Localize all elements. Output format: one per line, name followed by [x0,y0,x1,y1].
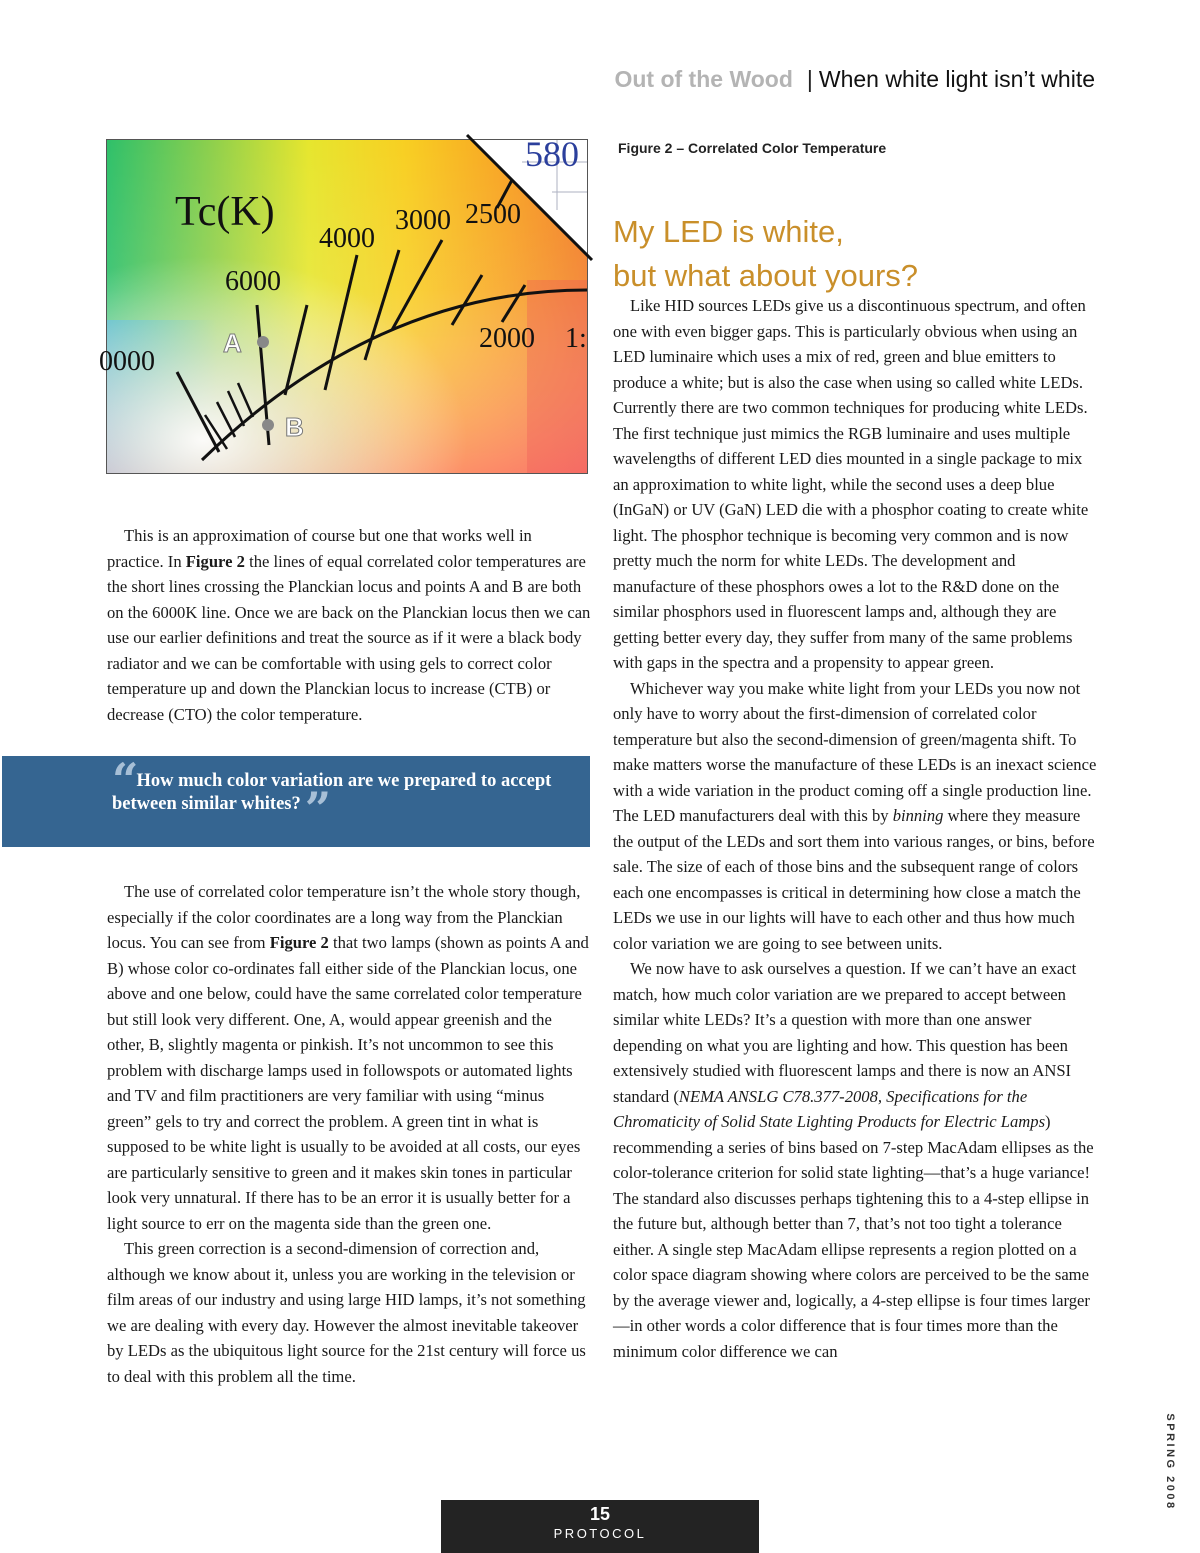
cct-figure [99,134,588,474]
text-run: This green correction is a second-dimension of correction and, although we know about it, unless you are working in the television or film areas of our industry and using large HID lamps, it’s not something we are dealing with every day. However the almost inevitable takeover by LEDs as the ubiquitous light source for the 21st century will force us to deal with this problem all the time. [107,1239,586,1386]
page-footer [441,1500,759,1553]
text-run: The use of correlated color temperature isn’t the whole story though, especially if the color coordinates are a long way from the Planckian locus. You can see from [107,882,581,952]
figure-caption: Figure 2 – Correlated Color Temperature [618,140,887,156]
text-run: We now have to ask ourselves a question. If we can’t have an exact match, how much color variation are we prepared to accept between similar white LEDs? It’s a question with more than one answer depending on what you are lighting and how. This question has been extensively studied with fluorescent lamps and there is now an ANSI standard ( [613,959,1077,1106]
text-run: where they measure the output of the LEDs and sort them into various ranges, or bins, before sale. The size of each of those bins and the subsequent range of colors each one encompasses is critical in determining how close a match the LEDs we use in our lights will have to each other and thus how much color variation we are going to see between units. [613,806,1095,953]
point-a-label: A [223,328,242,358]
article-headline [613,210,918,298]
emphasis-text: binning [892,806,944,825]
text-run: the lines of equal correlated color temperatures are the short lines crossing the Planckian locus and points A and B are both on the 6000K line. Once we are back on the Planckian locus then we can use our earlier definitions and treat the source as if it were a black body radiator and we can be comfortable with using gels to correct color temperature up and down the Planckian locus to increase (CTB) or decrease (CTO) the color temperature. [107,551,591,724]
paragraph [107,879,591,1236]
text-run: Whichever way you make white light from your LEDs you now not only have to worry about the first-dimension of correlated color temperature but also the second-dimension of green/magenta shift. To make matters worse the manufacture of these LEDs is an inexact science with a wide variation in the product coming off a single production line. The LED manufacturers deal with this by [613,678,1097,825]
headline-line-2: but what about yours? [613,258,919,293]
section-name: Out of the Wood [614,66,793,92]
figure-reference: Figure 2 [185,551,245,571]
close-quote-icon: ” [304,782,326,836]
magazine-name: PROTOCOL [553,1526,647,1541]
issue-season: SPRING 2008 [1164,1413,1176,1511]
text-run: ) recommending a series of bins based on 7-step MacAdam ellipses as the color-tolerance criterion for solid state lighting—that’s a huge variance! The standard also discusses perhaps tightening this to a 4-step ellipse in the future but, although better than 7, that’s not too tight a tolerance either. A single step MacAdam ellipse represents a region plotted on a color space diagram showing where colors are perceived to be the same by the average viewer and, logically, a 4-step ellipse is four times larger—in other words a color difference that is four times more than the minimum color difference we can [613,1112,1094,1361]
label-edge: 1: [565,323,587,354]
header-separator: | [806,66,813,92]
point-b-label: B [285,412,304,442]
text-run: Like HID sources LEDs give us a discontinuous spectrum, and often one with even bigger gaps. This is particularly obvious when using an LED luminaire which uses a mix of red, green and blue emitters to produce a white; but is also the case when using so called white LEDs. Currently there are two common techniques for producing white LEDs. The first technique just mimics the RGB luminaire and uses multiple wavelengths of different LED dies mounted in a single package to mix an approximation to white light, while the second uses a deep blue (InGaN) or UV (GaN) LED die with a phosphor coating to create white light. The phosphor technique is becoming very common and is now pretty much the norm for white LEDs. The development and manufacture of these phosphors owes a lot to the R&D done on the similar phosphors used in fluorescent lamps and, although they are getting better every day, they suffer from many of the same problems with gaps in the spectra and a propensity to appear green. [613,296,1089,672]
paragraph [613,676,1101,957]
label-2500k: 2500 [465,199,521,230]
open-quote-icon: “ [112,753,133,807]
figure-reference: Figure 2 [269,933,329,952]
paragraph [107,523,591,727]
paragraph [613,956,1101,1364]
text-run: that two lamps (shown as points A and B) whose color co-ordinates fall either side of the Planckian locus, one above and one below, could have the same correlated color temperature but still look very different. One, A, would appear greenish and the other, B, slightly magenta or pinkish. It’s not uncommon to see this problem with discharge lamps used in followspots or automated lights and TV and film practitioners are very familiar with using “minus green” gels to try and correct the problem. A green tint in what is supposed to be white light is usually to be avoided at all costs, our eyes are particularly sensitive to green and it makes skin tones in particular look very unnatural. If there has to be an error it is usually better for a light source to err on the magenta side than the green one. [107,933,589,1233]
article-title: When white light isn’t white [818,66,1095,92]
left-column-top [107,523,591,727]
label-3000k: 3000 [395,205,451,236]
left-column-bottom [107,879,591,1389]
wavelength-label: 580 [525,134,579,174]
label-6000k: 6000 [225,266,281,297]
cct-diagram [99,134,587,473]
page-number: 15 [589,1504,611,1524]
paragraph [613,293,1101,676]
paragraph [107,1236,591,1389]
axis-label: Tc(K) [175,189,275,235]
pull-quote-text-block [112,753,562,836]
label-4000k: 4000 [319,223,375,254]
headline-line-1: My LED is white, [613,214,844,249]
right-column [613,293,1101,1364]
text-run: This is an approximation of course but one that works well in practice. In [107,526,532,571]
running-header [614,66,1095,93]
pull-quote [2,753,590,847]
pull-quote-text: How much color variation are we prepared to accept between similar whites? [112,771,552,814]
emphasis-text: NEMA ANSLG C78.377-2008, Specifications for the Chromaticity of Solid State Lighting Products for Electric Lamps [613,1086,1046,1131]
label-2000k: 2000 [479,323,535,354]
label-10000k: 0000 [99,346,155,377]
